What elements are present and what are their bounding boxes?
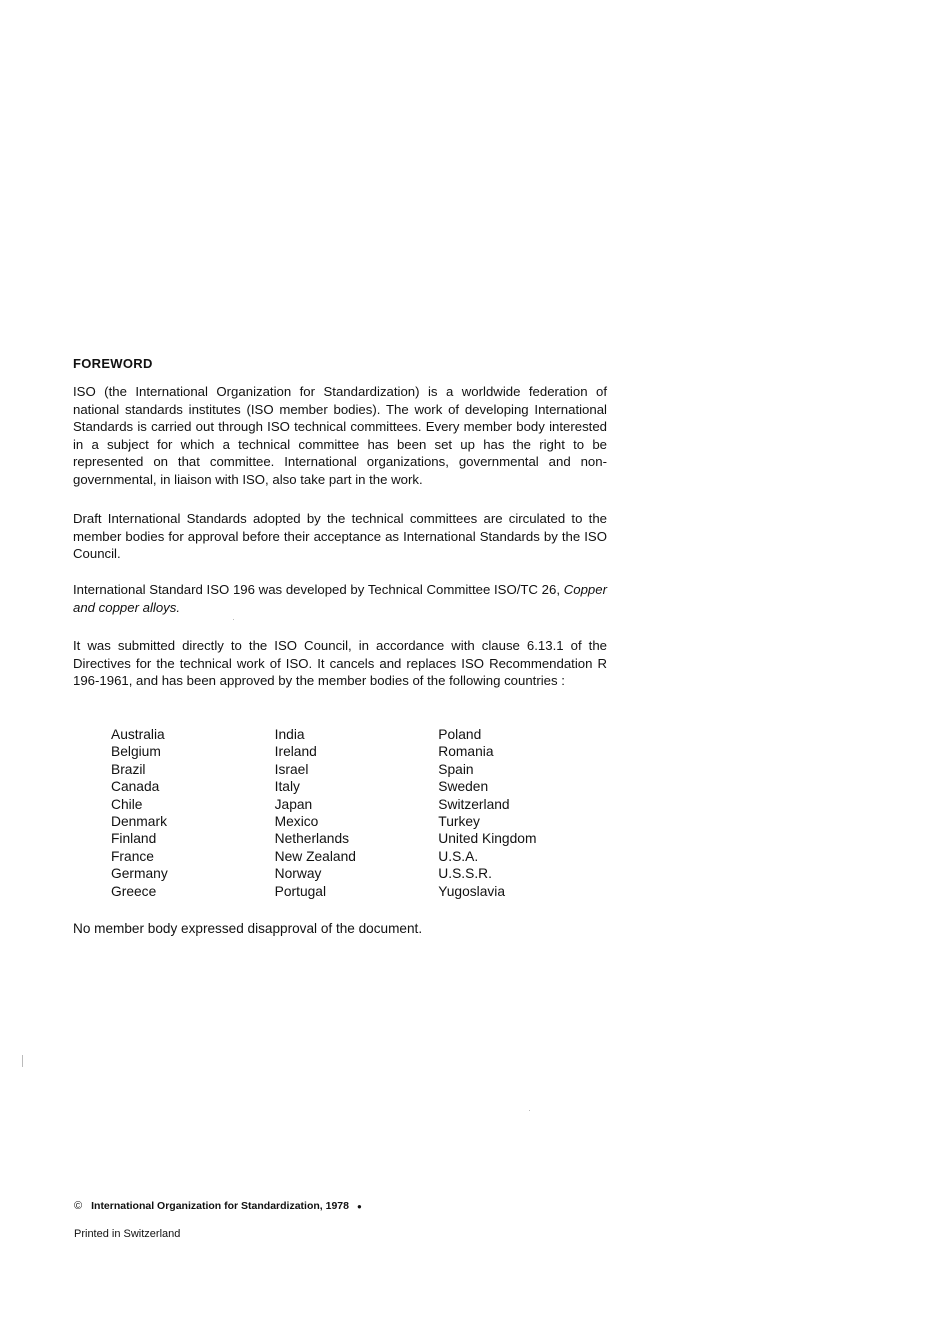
country-item: Canada <box>111 779 160 795</box>
copyright-line <box>74 1200 362 1212</box>
country-list <box>111 726 581 900</box>
scan-speck <box>233 619 234 620</box>
foreword-paragraph-4: It was submitted directly to the ISO Council, in accordance with clause 6.13.1 of the Directives for the technical work of ISO. It cancels and replaces ISO Recommendation R 196-1961, and has been approved by the member bodies of the following countries : <box>73 638 607 689</box>
country-item: Denmark <box>111 814 167 830</box>
country-item: Chile <box>111 796 143 812</box>
closing-statement: No member body expressed disapproval of the document. <box>73 921 423 936</box>
country-item: U.S.S.R. <box>438 866 492 882</box>
country-item: Australia <box>111 727 165 742</box>
country-item: Portugal <box>274 883 327 899</box>
country-item: Spain <box>438 761 474 777</box>
country-item: Sweden <box>438 779 489 795</box>
country-item: Poland <box>438 727 482 742</box>
country-item: Israel <box>274 761 309 777</box>
scan-speck <box>22 1055 23 1067</box>
copyright-icon: © <box>74 1200 83 1212</box>
country-item: Italy <box>274 779 300 795</box>
printed-in: Printed in Switzerland <box>74 1228 181 1240</box>
country-item: Greece <box>111 883 157 899</box>
country-item: Ireland <box>274 744 317 760</box>
country-item: Brazil <box>111 761 146 777</box>
country-item: Romania <box>438 744 494 760</box>
country-column-2 <box>275 726 439 900</box>
foreword-heading: FOREWORD <box>73 356 153 371</box>
foreword-paragraph-3 <box>73 581 607 616</box>
country-item: Turkey <box>438 814 480 830</box>
country-column-3 <box>438 726 581 900</box>
committee-title: Copper and copper alloys. <box>73 582 607 615</box>
bullet-icon: ● <box>356 1201 362 1211</box>
country-item: Yugoslavia <box>438 883 506 899</box>
country-item: U.S.A. <box>438 848 479 864</box>
country-item: India <box>274 727 305 742</box>
country-item: Japan <box>274 796 313 812</box>
scan-speck <box>529 1110 530 1111</box>
country-item: Belgium <box>111 744 161 760</box>
foreword-paragraph-2: Draft International Standards adopted by the technical committees are circulated to the member bodies for approval before their acceptance as International Standards by the ISO Council. <box>73 511 607 562</box>
country-item: Norway <box>274 866 322 882</box>
country-item: New Zealand <box>274 848 356 864</box>
country-item: Netherlands <box>274 831 350 847</box>
country-item: Mexico <box>274 814 319 830</box>
foreword-paragraph-1: ISO (the International Organization for Standardization) is a worldwide federation of national standards institutes (ISO member bodies). The work of developing International Standards is carried out through ISO technical committees. Every member body interested in a subject for which a technical committee has been set up has the right to be represented on that committee. International organizations, governmental and non-governmental, in liaison with ISO, also take part in the work. <box>73 384 607 487</box>
country-item: Switzerland <box>438 796 510 812</box>
paragraph-3-text: International Standard ISO 196 was developed by Technical Committee ISO/TC 26, <box>73 582 564 597</box>
country-item: Finland <box>111 831 157 847</box>
country-item: Germany <box>111 866 168 882</box>
copyright-text: International Organization for Standardization, 1978 <box>91 1200 349 1212</box>
country-item: United Kingdom <box>438 831 537 847</box>
country-column-1 <box>111 726 275 900</box>
country-item: France <box>111 848 154 864</box>
